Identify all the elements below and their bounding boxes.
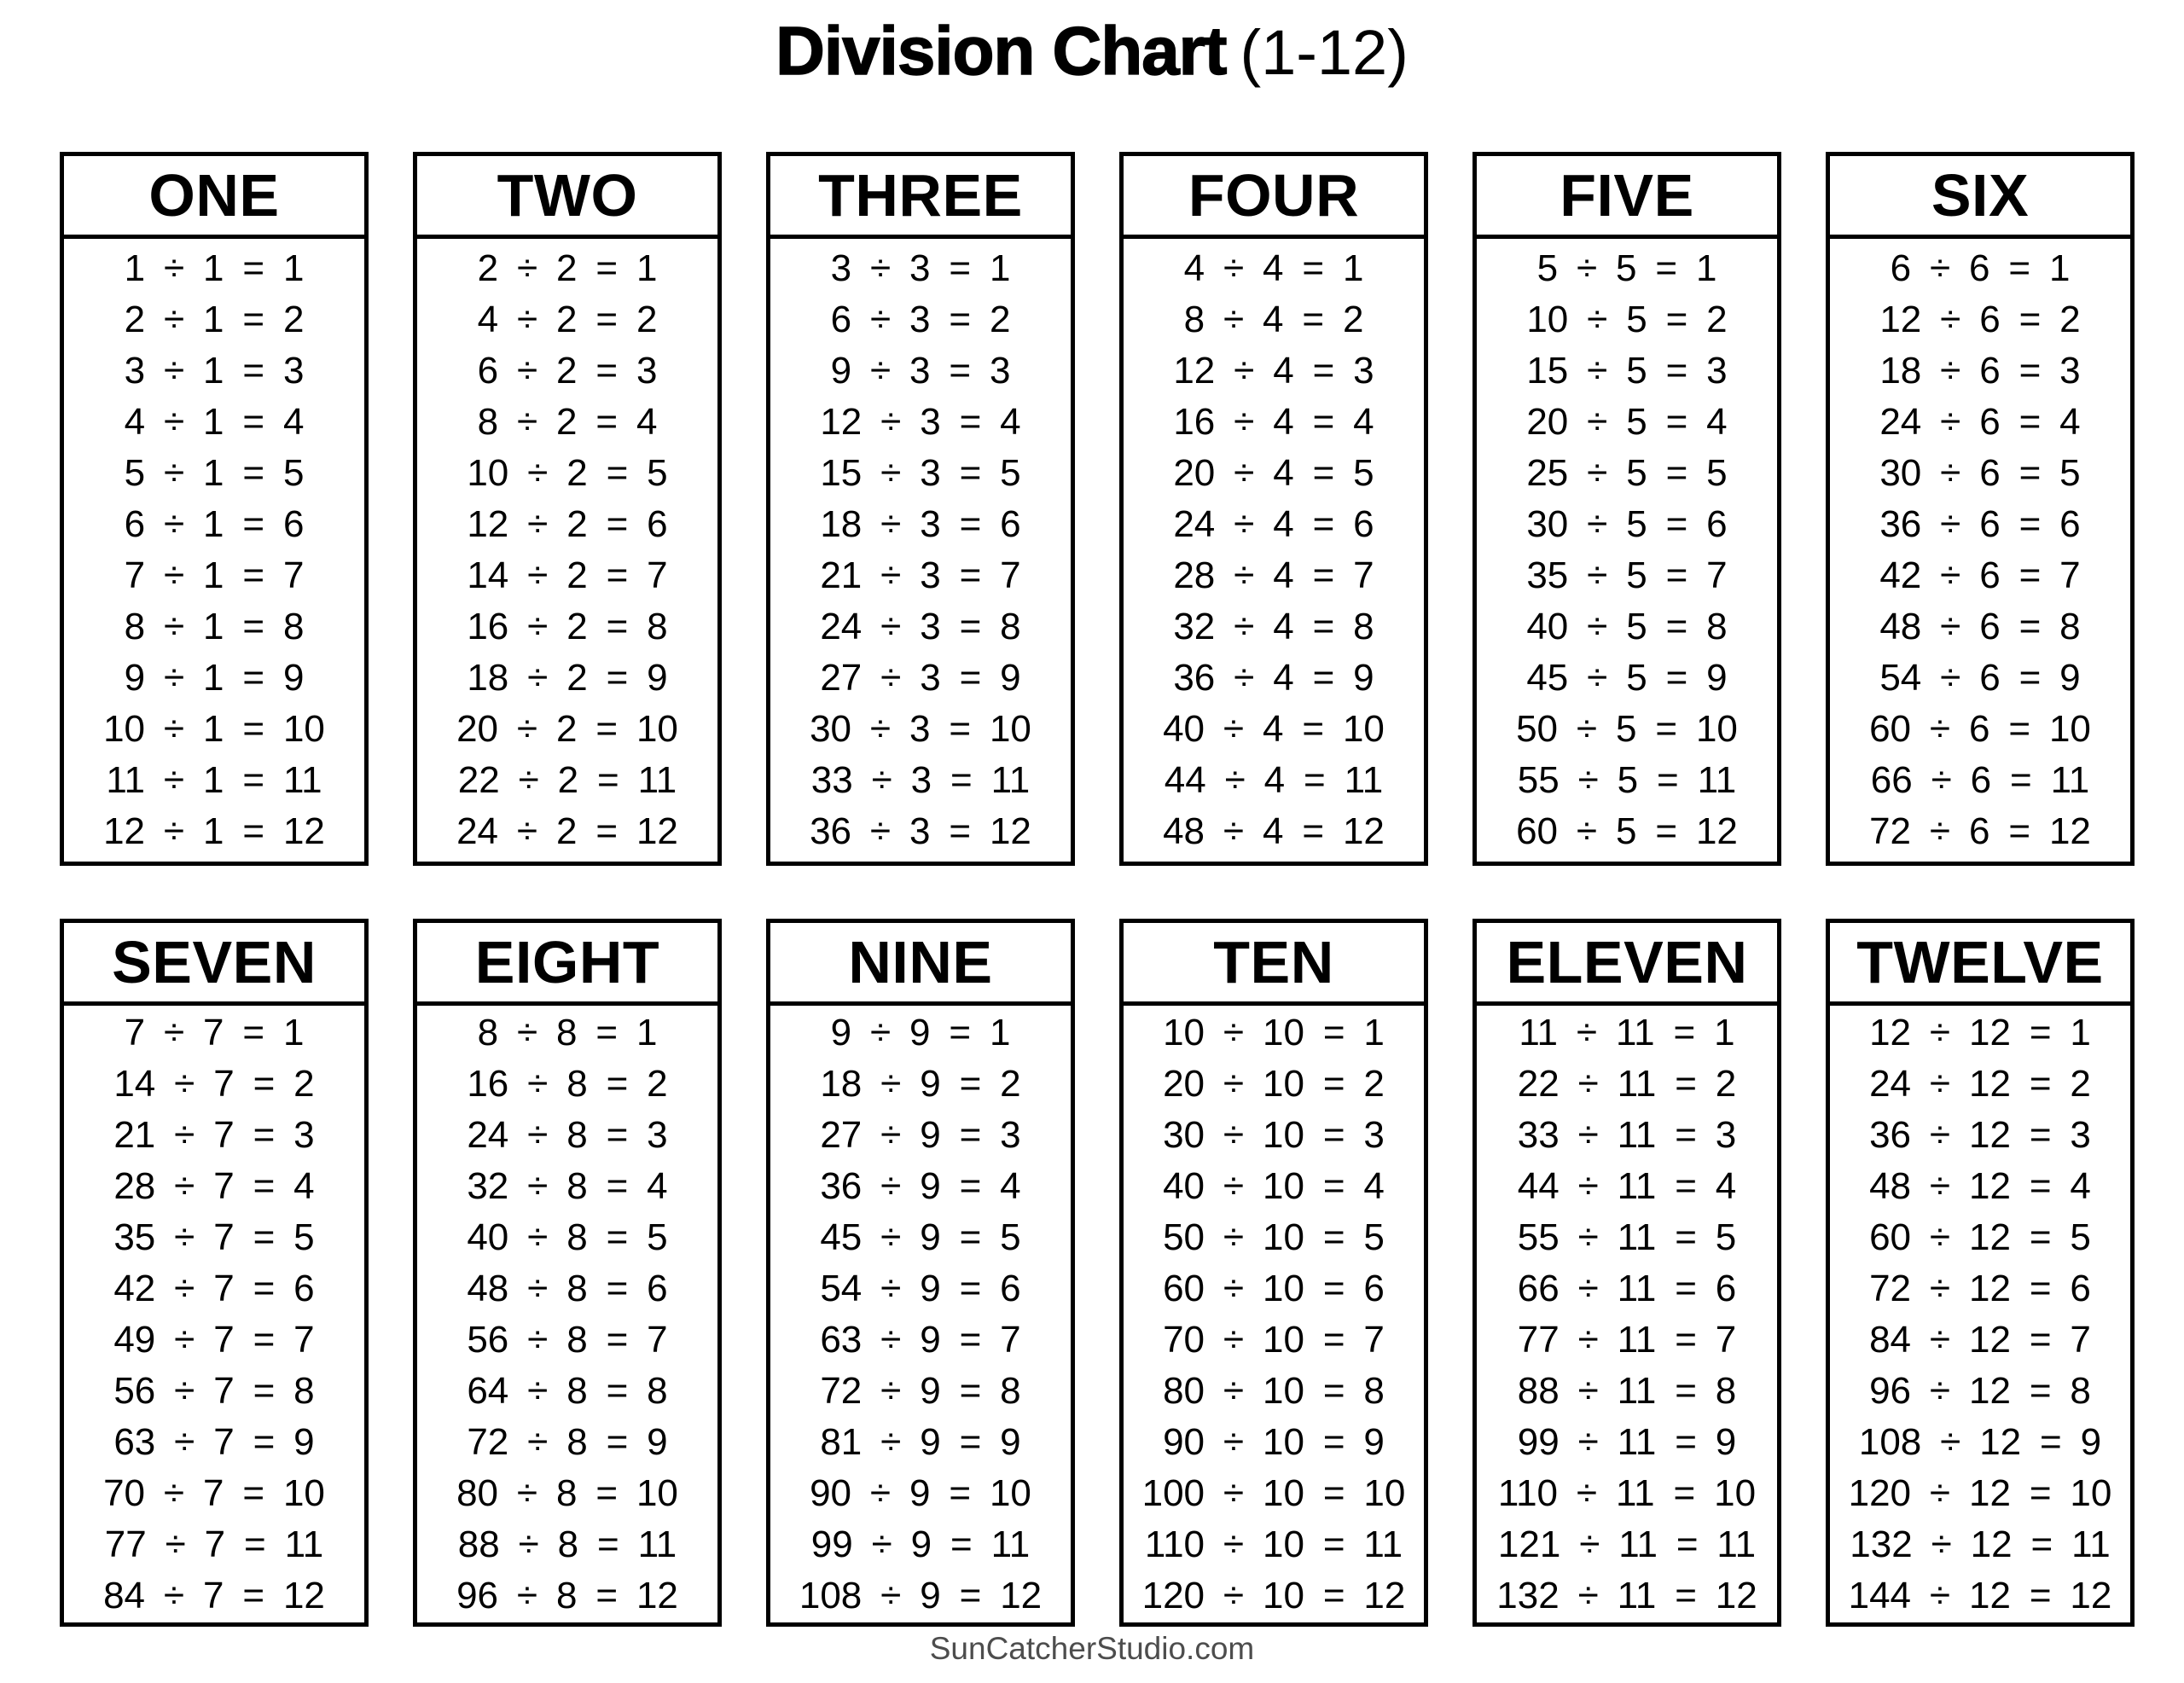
equation: 70 ÷ 7 = 10 — [103, 1471, 325, 1514]
equation: 44 ÷ 4 = 11 — [1164, 759, 1384, 801]
footer-site-text: SunCatcherStudio.com — [929, 1631, 1255, 1666]
equation: 9 ÷ 3 = 3 — [830, 350, 1011, 392]
table-header-label: NINE — [770, 923, 1071, 1006]
equation: 110 ÷ 11 = 10 — [1497, 1471, 1757, 1514]
equation: 21 ÷ 7 = 3 — [113, 1113, 315, 1156]
equation: 8 ÷ 2 = 4 — [477, 401, 658, 443]
division-table-seven — [60, 919, 369, 1627]
table-header-label: TWELVE — [1830, 923, 2130, 1006]
table-header-label: TEN — [1124, 923, 1424, 1006]
equation: 20 ÷ 10 = 2 — [1163, 1062, 1385, 1105]
table-header-label: SIX — [1830, 156, 2130, 239]
equation: 30 ÷ 5 = 6 — [1526, 503, 1728, 545]
equation: 24 ÷ 12 = 2 — [1869, 1062, 2091, 1105]
equation: 11 ÷ 1 = 11 — [106, 759, 322, 801]
equation: 90 ÷ 10 = 9 — [1163, 1420, 1385, 1463]
equation: 60 ÷ 10 = 6 — [1163, 1267, 1385, 1309]
table-equations — [1830, 1006, 2130, 1622]
table-equations — [1830, 239, 2130, 862]
table-header-label: FIVE — [1477, 156, 1777, 239]
equation: 22 ÷ 11 = 2 — [1517, 1062, 1737, 1105]
division-table-two — [413, 152, 722, 866]
equation: 132 ÷ 12 = 11 — [1850, 1523, 2111, 1565]
equation: 18 ÷ 6 = 3 — [1879, 350, 2081, 392]
equation: 99 ÷ 9 = 11 — [810, 1523, 1031, 1565]
equation: 3 ÷ 3 = 1 — [830, 247, 1011, 289]
footer — [0, 1631, 2184, 1667]
equation: 72 ÷ 8 = 9 — [467, 1420, 668, 1463]
equation: 24 ÷ 3 = 8 — [820, 606, 1021, 647]
table-header-label: EIGHT — [417, 923, 717, 1006]
table-equations — [1477, 1006, 1777, 1622]
table-equations — [1124, 1006, 1424, 1622]
equation: 64 ÷ 8 = 8 — [467, 1369, 668, 1412]
equation: 16 ÷ 4 = 4 — [1173, 401, 1374, 443]
equation: 10 ÷ 10 = 1 — [1163, 1011, 1385, 1053]
equation: 8 ÷ 8 = 1 — [477, 1011, 658, 1053]
equation: 50 ÷ 10 = 5 — [1163, 1216, 1385, 1258]
equation: 25 ÷ 5 = 5 — [1526, 452, 1728, 494]
division-table-twelve — [1826, 919, 2135, 1627]
table-equations — [64, 1006, 364, 1622]
equation: 81 ÷ 9 = 9 — [820, 1420, 1021, 1463]
page-title — [0, 12, 2184, 90]
equation: 36 ÷ 3 = 12 — [810, 810, 1031, 852]
equation: 16 ÷ 2 = 8 — [467, 606, 668, 647]
equation: 10 ÷ 5 = 2 — [1526, 299, 1728, 340]
equation: 90 ÷ 9 = 10 — [810, 1471, 1031, 1514]
equation: 80 ÷ 8 = 10 — [456, 1471, 678, 1514]
equation: 16 ÷ 8 = 2 — [467, 1062, 668, 1105]
equation: 11 ÷ 11 = 1 — [1519, 1011, 1735, 1053]
equation: 72 ÷ 9 = 8 — [820, 1369, 1021, 1412]
equation: 6 ÷ 6 = 1 — [1890, 247, 2071, 289]
table-header-label: TWO — [417, 156, 717, 239]
equation: 60 ÷ 6 = 10 — [1869, 708, 2091, 750]
title-range-text: (1-12) — [1240, 17, 1409, 88]
equation: 60 ÷ 5 = 12 — [1516, 810, 1738, 852]
division-table-three — [766, 152, 1075, 866]
equation: 20 ÷ 5 = 4 — [1526, 401, 1728, 443]
table-equations — [64, 239, 364, 862]
equation: 120 ÷ 12 = 10 — [1848, 1471, 2112, 1514]
equation: 20 ÷ 2 = 10 — [456, 708, 678, 750]
equation: 50 ÷ 5 = 10 — [1516, 708, 1738, 750]
equation: 63 ÷ 7 = 9 — [113, 1420, 315, 1463]
tables-row-bottom — [60, 919, 2135, 1627]
equation: 12 ÷ 1 = 12 — [103, 810, 325, 852]
equation: 63 ÷ 9 = 7 — [820, 1318, 1021, 1361]
division-table-eight — [413, 919, 722, 1627]
table-equations — [417, 239, 717, 862]
equation: 45 ÷ 5 = 9 — [1526, 657, 1728, 699]
equation: 18 ÷ 3 = 6 — [820, 503, 1021, 545]
equation: 80 ÷ 10 = 8 — [1163, 1369, 1385, 1412]
equation: 14 ÷ 7 = 2 — [113, 1062, 315, 1105]
equation: 21 ÷ 3 = 7 — [820, 554, 1021, 596]
equation: 8 ÷ 1 = 8 — [124, 606, 305, 647]
equation: 54 ÷ 6 = 9 — [1879, 657, 2081, 699]
equation: 70 ÷ 10 = 7 — [1163, 1318, 1385, 1361]
table-header-label: FOUR — [1124, 156, 1424, 239]
equation: 27 ÷ 3 = 9 — [820, 657, 1021, 699]
equation: 7 ÷ 7 = 1 — [124, 1011, 305, 1053]
equation: 28 ÷ 4 = 7 — [1173, 554, 1374, 596]
equation: 10 ÷ 1 = 10 — [103, 708, 325, 750]
equation: 132 ÷ 11 = 12 — [1496, 1574, 1757, 1616]
equation: 2 ÷ 2 = 1 — [477, 247, 658, 289]
equation: 40 ÷ 4 = 10 — [1163, 708, 1385, 750]
equation: 108 ÷ 9 = 12 — [799, 1574, 1043, 1616]
equation: 24 ÷ 2 = 12 — [456, 810, 678, 852]
equation: 8 ÷ 4 = 2 — [1183, 299, 1364, 340]
equation: 6 ÷ 2 = 3 — [477, 350, 658, 392]
equation: 4 ÷ 1 = 4 — [124, 401, 305, 443]
equation: 40 ÷ 8 = 5 — [467, 1216, 668, 1258]
equation: 12 ÷ 12 = 1 — [1869, 1011, 2091, 1053]
division-table-ten — [1119, 919, 1428, 1627]
equation: 99 ÷ 11 = 9 — [1517, 1420, 1737, 1463]
table-header-label: ONE — [64, 156, 364, 239]
equation: 33 ÷ 3 = 11 — [810, 759, 1031, 801]
equation: 108 ÷ 12 = 9 — [1858, 1420, 2102, 1463]
table-equations — [1477, 239, 1777, 862]
equation: 10 ÷ 2 = 5 — [467, 452, 668, 494]
equation: 30 ÷ 6 = 5 — [1879, 452, 2081, 494]
equation: 72 ÷ 6 = 12 — [1869, 810, 2091, 852]
division-table-four — [1119, 152, 1428, 866]
equation: 30 ÷ 3 = 10 — [810, 708, 1031, 750]
equation: 18 ÷ 9 = 2 — [820, 1062, 1021, 1105]
equation: 84 ÷ 12 = 7 — [1869, 1318, 2091, 1361]
equation: 2 ÷ 1 = 2 — [124, 299, 305, 340]
equation: 72 ÷ 12 = 6 — [1869, 1267, 2091, 1309]
equation: 18 ÷ 2 = 9 — [467, 657, 668, 699]
table-equations — [1124, 239, 1424, 862]
equation: 36 ÷ 12 = 3 — [1869, 1113, 2091, 1156]
equation: 35 ÷ 5 = 7 — [1526, 554, 1728, 596]
division-table-nine — [766, 919, 1075, 1627]
equation: 6 ÷ 3 = 2 — [830, 299, 1011, 340]
equation: 96 ÷ 8 = 12 — [456, 1574, 678, 1616]
equation: 27 ÷ 9 = 3 — [820, 1113, 1021, 1156]
equation: 66 ÷ 6 = 11 — [1870, 759, 2090, 801]
table-equations — [417, 1006, 717, 1622]
equation: 48 ÷ 6 = 8 — [1879, 606, 2081, 647]
equation: 33 ÷ 11 = 3 — [1517, 1113, 1737, 1156]
division-table-eleven — [1472, 919, 1781, 1627]
table-equations — [770, 239, 1071, 862]
equation: 12 ÷ 3 = 4 — [820, 401, 1021, 443]
equation: 7 ÷ 1 = 7 — [124, 554, 305, 596]
equation: 12 ÷ 2 = 6 — [467, 503, 668, 545]
equation: 24 ÷ 4 = 6 — [1173, 503, 1374, 545]
equation: 60 ÷ 12 = 5 — [1869, 1216, 2091, 1258]
equation: 24 ÷ 8 = 3 — [467, 1113, 668, 1156]
equation: 48 ÷ 4 = 12 — [1163, 810, 1385, 852]
equation: 42 ÷ 6 = 7 — [1879, 554, 2081, 596]
equation: 28 ÷ 7 = 4 — [113, 1164, 315, 1207]
equation: 45 ÷ 9 = 5 — [820, 1216, 1021, 1258]
equation: 55 ÷ 5 = 11 — [1517, 759, 1737, 801]
tables-row-top — [60, 152, 2135, 866]
equation: 5 ÷ 5 = 1 — [1536, 247, 1717, 289]
division-table-five — [1472, 152, 1781, 866]
equation: 36 ÷ 4 = 9 — [1173, 657, 1374, 699]
table-header-label: SEVEN — [64, 923, 364, 1006]
equation: 36 ÷ 9 = 4 — [820, 1164, 1021, 1207]
equation: 32 ÷ 8 = 4 — [467, 1164, 668, 1207]
equation: 6 ÷ 1 = 6 — [124, 503, 305, 545]
equation: 12 ÷ 4 = 3 — [1173, 350, 1374, 392]
equation: 3 ÷ 1 = 3 — [124, 350, 305, 392]
equation: 120 ÷ 10 = 12 — [1141, 1574, 1406, 1616]
equation: 55 ÷ 11 = 5 — [1517, 1216, 1737, 1258]
equation: 30 ÷ 10 = 3 — [1163, 1113, 1385, 1156]
equation: 40 ÷ 10 = 4 — [1163, 1164, 1385, 1207]
equation: 48 ÷ 8 = 6 — [467, 1267, 668, 1309]
equation: 66 ÷ 11 = 6 — [1517, 1267, 1737, 1309]
equation: 24 ÷ 6 = 4 — [1879, 401, 2081, 443]
equation: 88 ÷ 8 = 11 — [457, 1523, 677, 1565]
equation: 49 ÷ 7 = 7 — [113, 1318, 315, 1361]
division-table-six — [1826, 152, 2135, 866]
equation: 15 ÷ 3 = 5 — [820, 452, 1021, 494]
equation: 14 ÷ 2 = 7 — [467, 554, 668, 596]
equation: 100 ÷ 10 = 10 — [1141, 1471, 1406, 1514]
equation: 44 ÷ 11 = 4 — [1517, 1164, 1737, 1207]
division-table-one — [60, 152, 369, 866]
table-header-label: ELEVEN — [1477, 923, 1777, 1006]
equation: 36 ÷ 6 = 6 — [1879, 503, 2081, 545]
equation: 35 ÷ 7 = 5 — [113, 1216, 315, 1258]
equation: 48 ÷ 12 = 4 — [1869, 1164, 2091, 1207]
equation: 42 ÷ 7 = 6 — [113, 1267, 315, 1309]
equation: 22 ÷ 2 = 11 — [457, 759, 677, 801]
equation: 1 ÷ 1 = 1 — [124, 247, 305, 289]
equation: 4 ÷ 2 = 2 — [477, 299, 658, 340]
equation: 20 ÷ 4 = 5 — [1173, 452, 1374, 494]
equation: 110 ÷ 10 = 11 — [1144, 1523, 1403, 1565]
equation: 4 ÷ 4 = 1 — [1183, 247, 1364, 289]
equation: 121 ÷ 11 = 11 — [1497, 1523, 1757, 1565]
equation: 54 ÷ 9 = 6 — [820, 1267, 1021, 1309]
equation: 88 ÷ 11 = 8 — [1517, 1369, 1737, 1412]
equation: 12 ÷ 6 = 2 — [1879, 299, 2081, 340]
title-main-text: Division Chart — [775, 13, 1227, 89]
equation: 77 ÷ 11 = 7 — [1517, 1318, 1737, 1361]
equation: 56 ÷ 8 = 7 — [467, 1318, 668, 1361]
equation: 40 ÷ 5 = 8 — [1526, 606, 1728, 647]
equation: 9 ÷ 9 = 1 — [830, 1011, 1011, 1053]
equation: 32 ÷ 4 = 8 — [1173, 606, 1374, 647]
equation: 77 ÷ 7 = 11 — [104, 1523, 324, 1565]
table-header-label: THREE — [770, 156, 1071, 239]
table-equations — [770, 1006, 1071, 1622]
equation: 15 ÷ 5 = 3 — [1526, 350, 1728, 392]
equation: 96 ÷ 12 = 8 — [1869, 1369, 2091, 1412]
equation: 9 ÷ 1 = 9 — [124, 657, 305, 699]
equation: 5 ÷ 1 = 5 — [124, 452, 305, 494]
equation: 84 ÷ 7 = 12 — [103, 1574, 325, 1616]
equation: 56 ÷ 7 = 8 — [113, 1369, 315, 1412]
equation: 144 ÷ 12 = 12 — [1848, 1574, 2112, 1616]
